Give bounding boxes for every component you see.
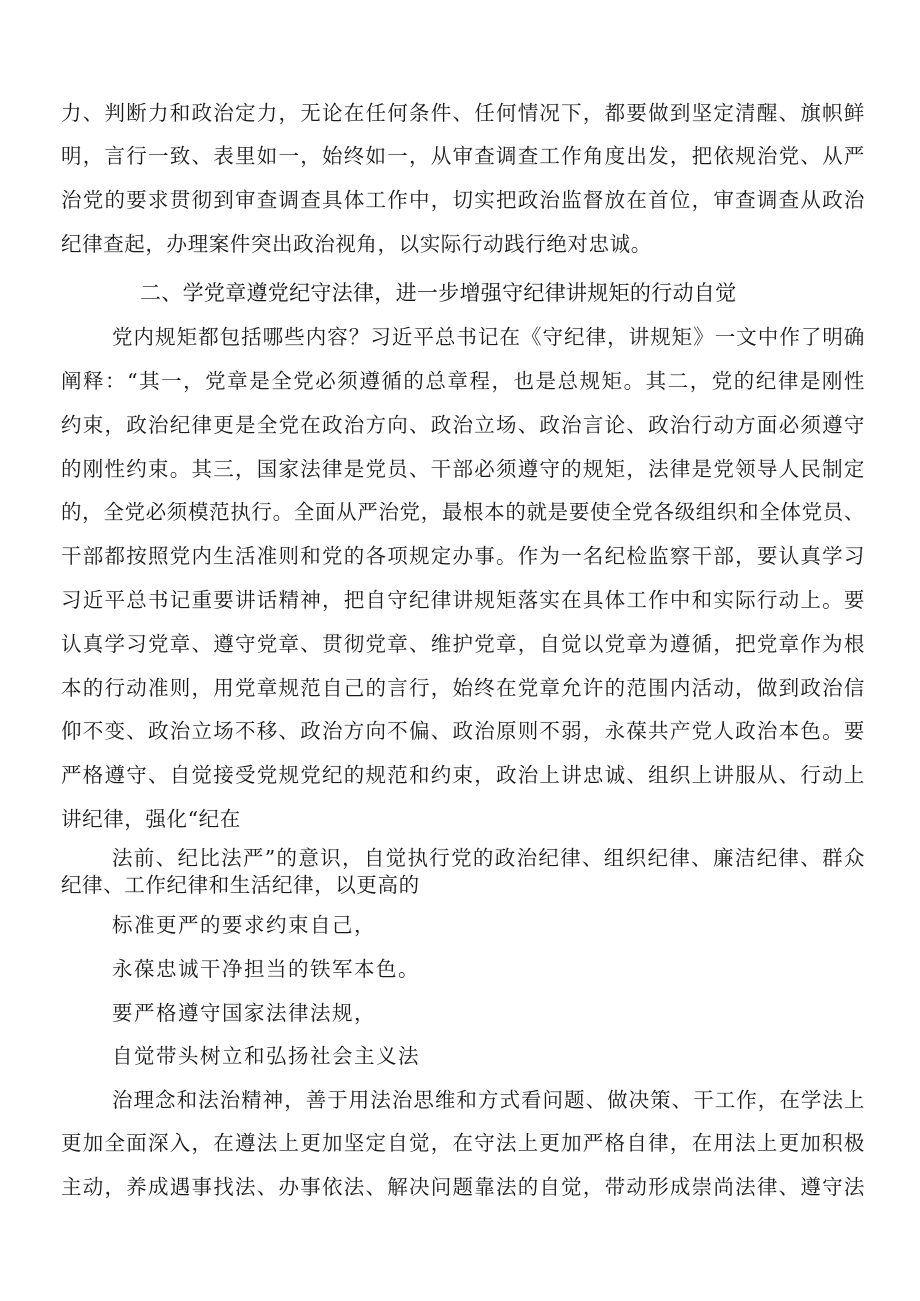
- paragraph-line: 讲纪律，强化“纪在: [61, 807, 241, 831]
- short-line: 永葆忠诚干净担当的铁军本色。: [112, 957, 420, 981]
- short-line: 标准更严的要求约束自己，: [112, 913, 376, 937]
- paragraph-line: 本的行动准则，用党章规范自己的言行，始终在党章允许的范围内活动，做到政治信: [61, 676, 865, 700]
- paragraph-line: 约束，政治纪律更是全党在政治方向、政治立场、政治言论、政治行动方面必须遵守: [61, 413, 865, 437]
- paragraph-line: 的刚性约束。其三，国家法律是党员、干部必须遵守的规矩，法律是党领导人民制定: [61, 457, 865, 481]
- paragraph-line: 仰不变、政治立场不移、政治方向不偏、政治原则不弱，永葆共产党人政治本色。要: [61, 719, 865, 743]
- paragraph-line: 治党的要求贯彻到审查调查具体工作中，切实把政治监督放在首位，审查调查从政治: [61, 188, 865, 212]
- paragraph-line: 力、判断力和政治定力，无论在任何条件、任何情况下，都要做到坚定清醒、旗帜鲜: [61, 101, 865, 125]
- paragraph-line: 纪律查起，办理案件突出政治视角，以实际行动践行绝对忠诚。: [61, 232, 652, 256]
- paragraph-line: 的，全党必须模范执行。全面从严治党，最根本的就是要使全党各级组织和全体党员、: [61, 500, 865, 524]
- paragraph-line: 明，言行一致、表里如一，始终如一，从审查调查工作角度出发，把依规治党、从严: [61, 144, 865, 168]
- paragraph-line: 党内规矩都包括哪些内容？习近平总书记在《守纪律，讲规矩》一文中作了明确: [112, 325, 865, 349]
- paragraph-line: 习近平总书记重要讲话精神，把自守纪律讲规矩落实在具体工作中和实际行动上。要: [61, 588, 865, 612]
- short-line: 自觉带头树立和弘扬社会主义法: [112, 1044, 420, 1068]
- short-line: 要严格遵守国家法律法规，: [112, 1001, 376, 1025]
- paragraph-line: 阐释：“其一，党章是全党必须遵循的总章程，也是总规矩。其二，党的纪律是刚性: [61, 369, 865, 393]
- paragraph-line: 纪律、工作纪律和生活纪律，以更高的: [61, 873, 420, 897]
- paragraph-line: 严格遵守、自觉接受党规党纪的规范和约束，政治上讲忠诚、组织上讲服从、行动上: [61, 763, 865, 787]
- paragraph-line: 主动，养成遇事找法、办事依法、解决问题靠法的自觉，带动形成崇尚法律、遵守法: [61, 1175, 865, 1199]
- paragraph-line: 更加全面深入，在遵法上更加坚定自觉，在守法上更加严格自律，在用法上更加积极: [61, 1131, 865, 1155]
- section-heading: 二、学党章遵党纪守法律，进一步增强守纪律讲规矩的行动自觉: [140, 281, 737, 305]
- paragraph-line: 法前、纪比法严”的意识，自觉执行党的政治纪律、组织纪律、廉洁纪律、群众: [112, 846, 865, 870]
- paragraph-line: 认真学习党章、遵守党章、贯彻党章、维护党章，自觉以党章为遵循，把党章作为根: [61, 632, 865, 656]
- paragraph-line: 治理念和法治精神，善于用法治思维和方式看问题、做决策、干工作，在学法上: [112, 1088, 865, 1112]
- paragraph-line: 干部都按照党内生活准则和党的各项规定办事。作为一名纪检监察干部，要认真学习: [61, 544, 865, 568]
